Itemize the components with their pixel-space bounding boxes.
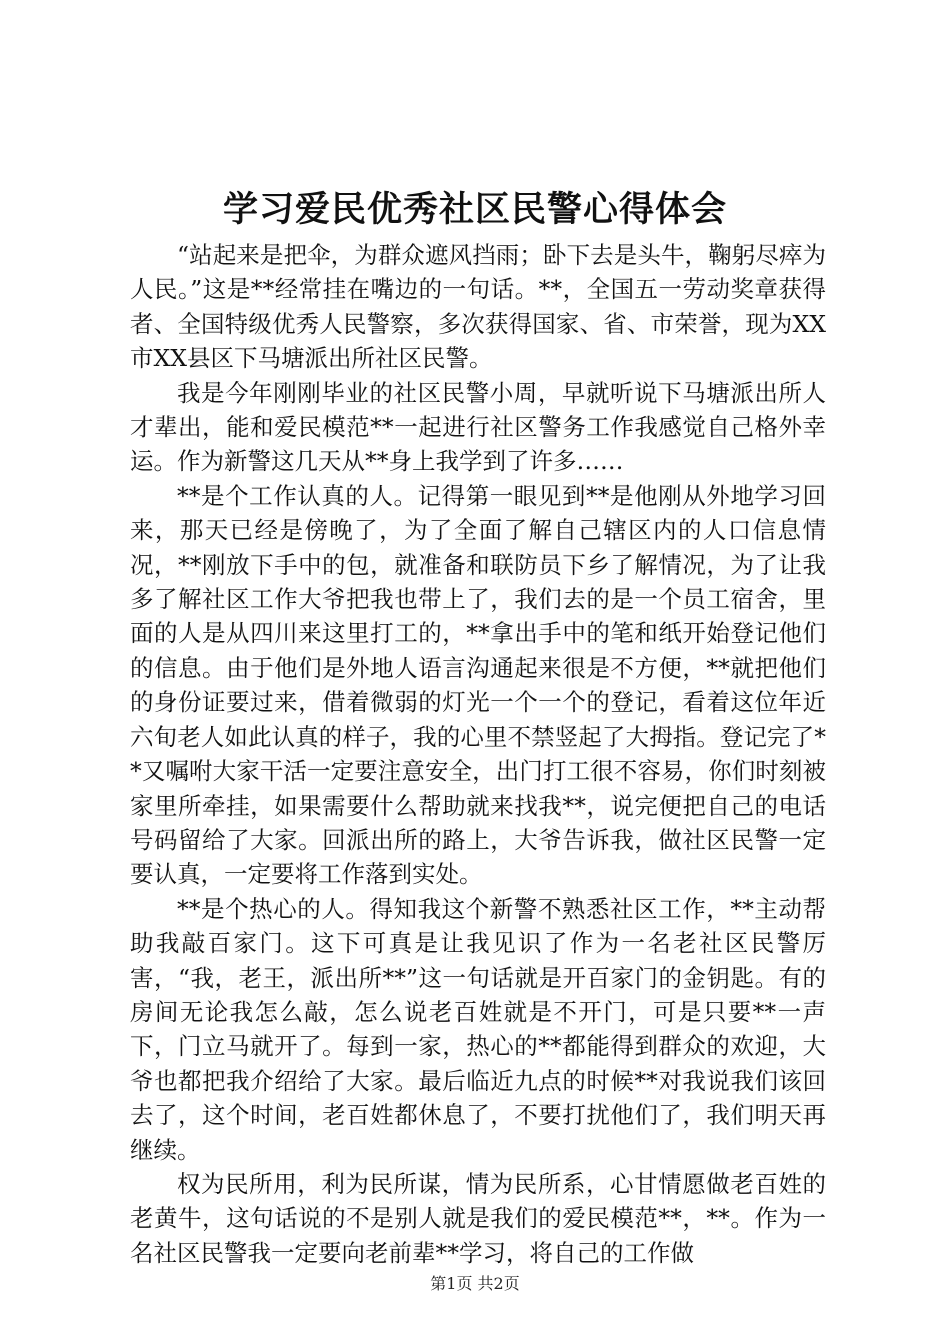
paragraph-1: “站起来是把伞，为群众遮风挡雨；卧下去是头牛，鞠躬尽瘁为人民。”这是**经常挂在嘴边的一句话。**，全国五一劳动奖章获得者、全国特级优秀人民警察，多次获得国家、省、市荣誉，现为XX市XX县区下马塘派出所社区民警。 xyxy=(130,241,826,373)
document-title: 学习爱民优秀社区民警心得体会 xyxy=(222,189,727,230)
paragraph-5: 权为民所用，利为民所谋，情为民所系，心甘情愿做老百姓的老黄牛，这句话说的不是别人就是我们的爱民模范**，**。作为一名社区民警我一定要向老前辈**学习，将自己的工作做 xyxy=(130,1169,826,1267)
page-number-footer: 第1页 共2页 xyxy=(430,1274,520,1293)
paragraph-4: **是个热心的人。得知我这个新警不熟悉社区工作，**主动帮助我敲百家门。这下可真是让我见识了作为一名老社区民警厉害，“我，老王，派出所**”这一句话就是开百家门的金钥匙。有的房间无论我怎么敲，怎么说老百姓就是不开门，可是只要**一声下，门立马就开了。每到一家，热心的**都能得到群众的欢迎，大爷也都把我介绍给了大家。最后临近九点的时候**对我说我们该回去了，这个时间，老百姓都休息了，不要打扰他们了，我们明天再继续。 xyxy=(130,894,826,1164)
paragraph-2: 我是今年刚刚毕业的社区民警小周，早就听说下马塘派出所人才辈出，能和爱民模范**一起进行社区警务工作我感觉自己格外幸运。作为新警这几天从**身上我学到了许多…… xyxy=(130,378,826,476)
paragraph-3: **是个工作认真的人。记得第一眼见到**是他刚从外地学习回来，那天已经是傍晚了，为了全面了解自己辖区内的人口信息情况，**刚放下手中的包，就准备和联防员下乡了解情况，为了让我多了解社区工作大爷把我也带上了，我们去的是一个员工宿舍，里面的人是从四川来这里打工的，**拿出手中的笔和纸开始登记他们的信息。由于他们是外地人语言沟通起来很是不方便，**就把他们的身份证要过来，借着微弱的灯光一个一个的登记，看着这位年近六旬老人如此认真的样子，我的心里不禁竖起了大拇指。登记完了**又嘱咐大家干活一定要注意安全，出门打工很不容易，你们时刻被家里所牵挂，如果需要什么帮助就来找我**，说完便把自己的电话号码留给了大家。回派出所的路上，大爷告诉我，做社区民警一定要认真，一定要将工作落到实处。 xyxy=(130,481,826,889)
document-body xyxy=(130,238,826,1270)
